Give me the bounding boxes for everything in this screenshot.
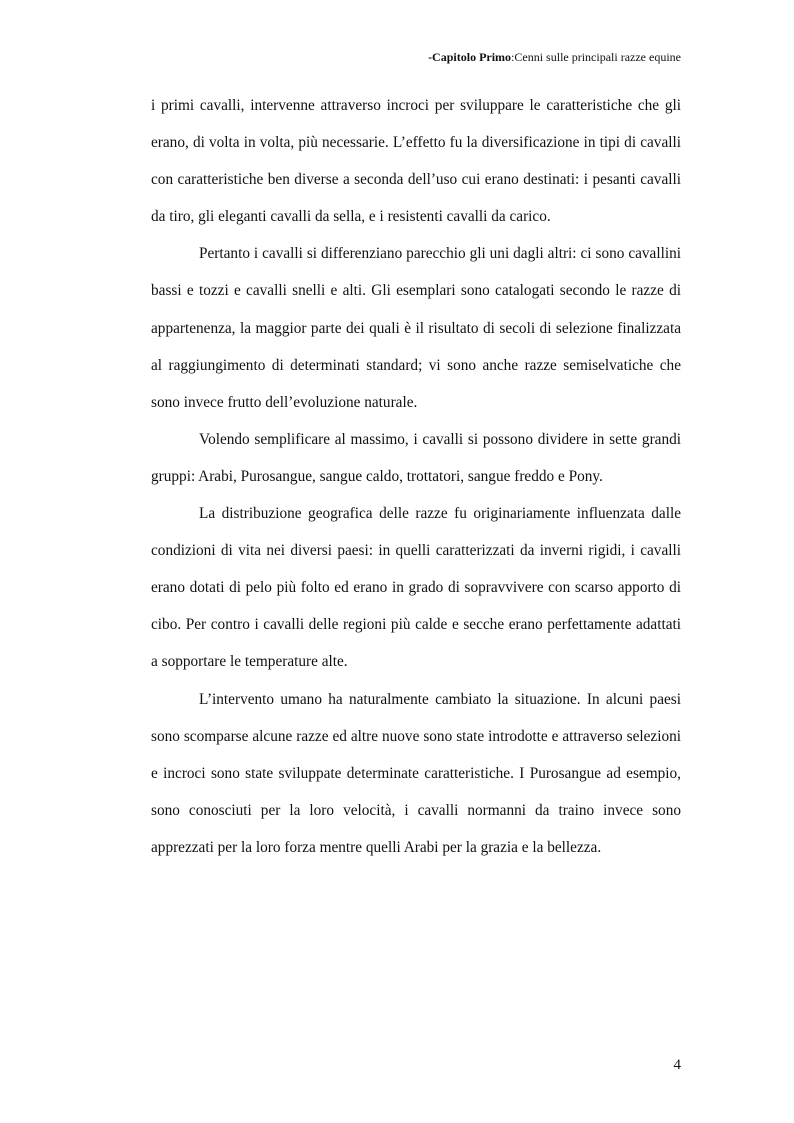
- paragraph-4: La distribuzione geografica delle razze fu originariamente influenzata dalle condizioni di vita nei diversi paesi: in quelli caratterizzati da inverni rigidi, i cavalli erano dotati di pelo più folto ed erano in grado di sopravvivere con scarso apporto di cibo. Per contro i cavalli delle regioni più calde e secche erano perfettamente adattati a sopportare le temperature alte.: [151, 505, 681, 671]
- page-number: 4: [673, 1057, 681, 1073]
- paragraph-1: i primi cavalli, intervenne attraverso incroci per sviluppare le caratteristiche che gli erano, di volta in volta, più necessarie. L’effetto fu la diversificazione in tipi di cavalli con caratteristiche ben diverse a seconda dell’uso cui erano destinati: i pesanti cavalli da tiro, gli eleganti cavalli da sella, e i resistenti cavalli da carico.: [151, 97, 681, 226]
- paragraph-5: L’intervento umano ha naturalmente cambiato la situazione. In alcuni paesi sono scomparse alcune razze ed altre nuove sono state introdotte e attraverso selezioni e incroci sono state sviluppate determinate caratteristiche. I Purosangue ad esempio, sono conosciuti per la loro velocità, i cavalli normanni da traino invece sono apprezzati per la loro forza mentre quelli Arabi per la grazia e la bellezza.: [151, 690, 681, 856]
- paragraph-2: Pertanto i cavalli si differenziano parecchio gli uni dagli altri: ci sono cavallini bassi e tozzi e cavalli snelli e alti. Gli esemplari sono catalogati secondo le razze di appartenenza, la maggior parte dei quali è il risultato di secoli di selezione finalizzata al raggiungimento di determinati standard; vi sono anche razze semiselvatiche che sono invece frutto dell’evoluzione naturale.: [151, 245, 681, 411]
- chapter-label: -Capitolo Primo: [428, 50, 512, 64]
- running-header: [428, 50, 681, 64]
- chapter-subtitle: :Cenni sulle principali razze equine: [511, 50, 681, 64]
- body-text: [151, 87, 681, 866]
- paragraph-3: Volendo semplificare al massimo, i cavalli si possono dividere in sette grandi gruppi: Arabi, Purosangue, sangue caldo, trottatori, sangue freddo e Pony.: [151, 430, 681, 485]
